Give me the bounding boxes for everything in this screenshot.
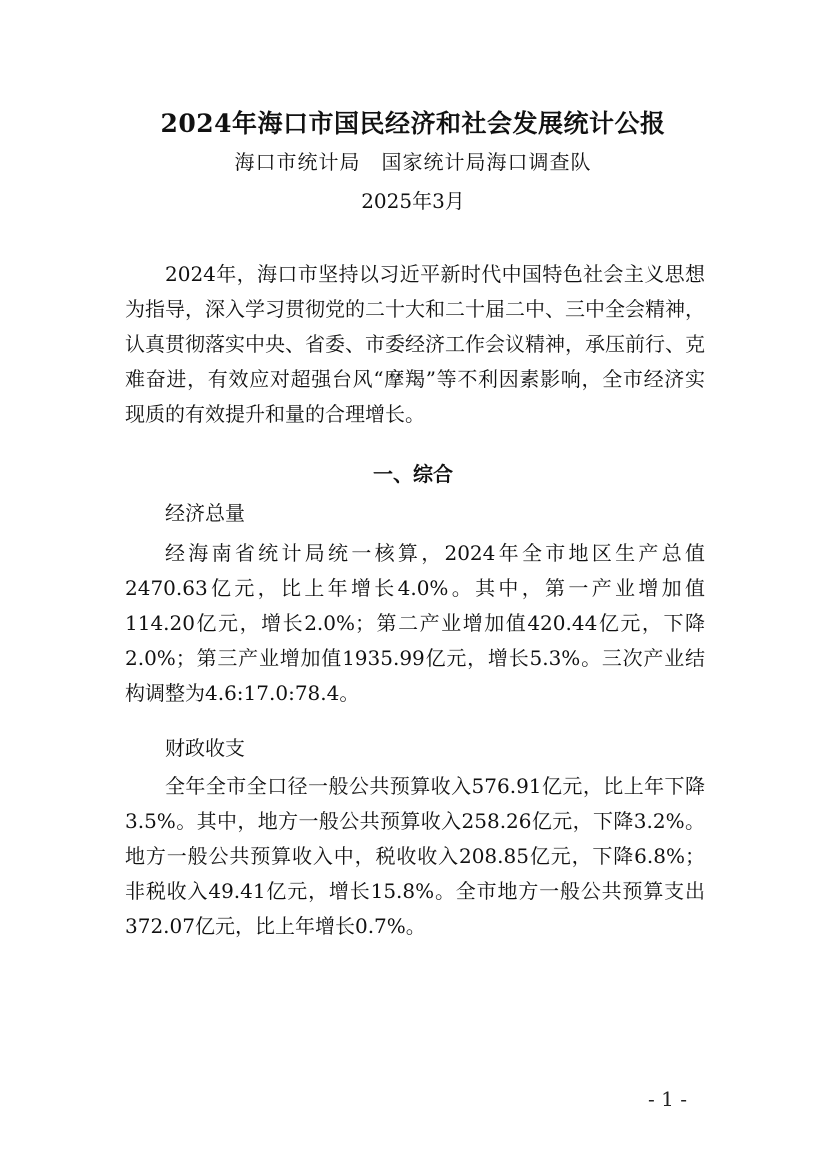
fiscal-paragraph: 全年全市全口径一般公共预算收入576.91亿元，比上年下降3.5%。其中，地方一般公共预算收入258.26亿元，下降3.2%。地方一般公共预算收入中，税收收入208.85亿元，下降6.8%；非税收入49.41亿元，增长15.8%。全市地方一般公共预算支出372.07亿元，比上年增长0.7%。 bbox=[125, 774, 705, 938]
intro-paragraph: 2024年，海口市坚持以习近平新时代中国特色社会主义思想为指导，深入学习贯彻党的二十大和二十届二中、三中全会精神，认真贯彻落实中央、省委、市委经济工作会议精神，承压前行、克难奋进，有效应对超强台风“摩羯”等不利因素影响，全市经济实现质的有效提升和量的合理增长。 bbox=[125, 262, 705, 426]
subheading-fiscal-revenue-expenditure: 财政收支 bbox=[165, 736, 245, 760]
document-title: 2024年海口市国民经济和社会发展统计公报 bbox=[160, 109, 666, 138]
page-number: - 1 - bbox=[648, 1087, 687, 1111]
document-date: 2025年3月 bbox=[361, 189, 465, 213]
subheading-economic-output: 经济总量 bbox=[165, 501, 245, 525]
section-heading-overview: 一、综合 bbox=[373, 462, 453, 486]
document-issuer: 海口市统计局 国家统计局海口调查队 bbox=[234, 150, 592, 174]
economic-output-paragraph: 经海南省统计局统一核算，2024年全市地区生产总值2470.63亿元，比上年增长4.0%。其中，第一产业增加值114.20亿元，增长2.0%；第二产业增加值420.44亿元，下降2.0%；第三产业增加值1935.99亿元，增长5.3%。三次产业结构调整为4.6:17.0:78.4。 bbox=[125, 541, 705, 705]
